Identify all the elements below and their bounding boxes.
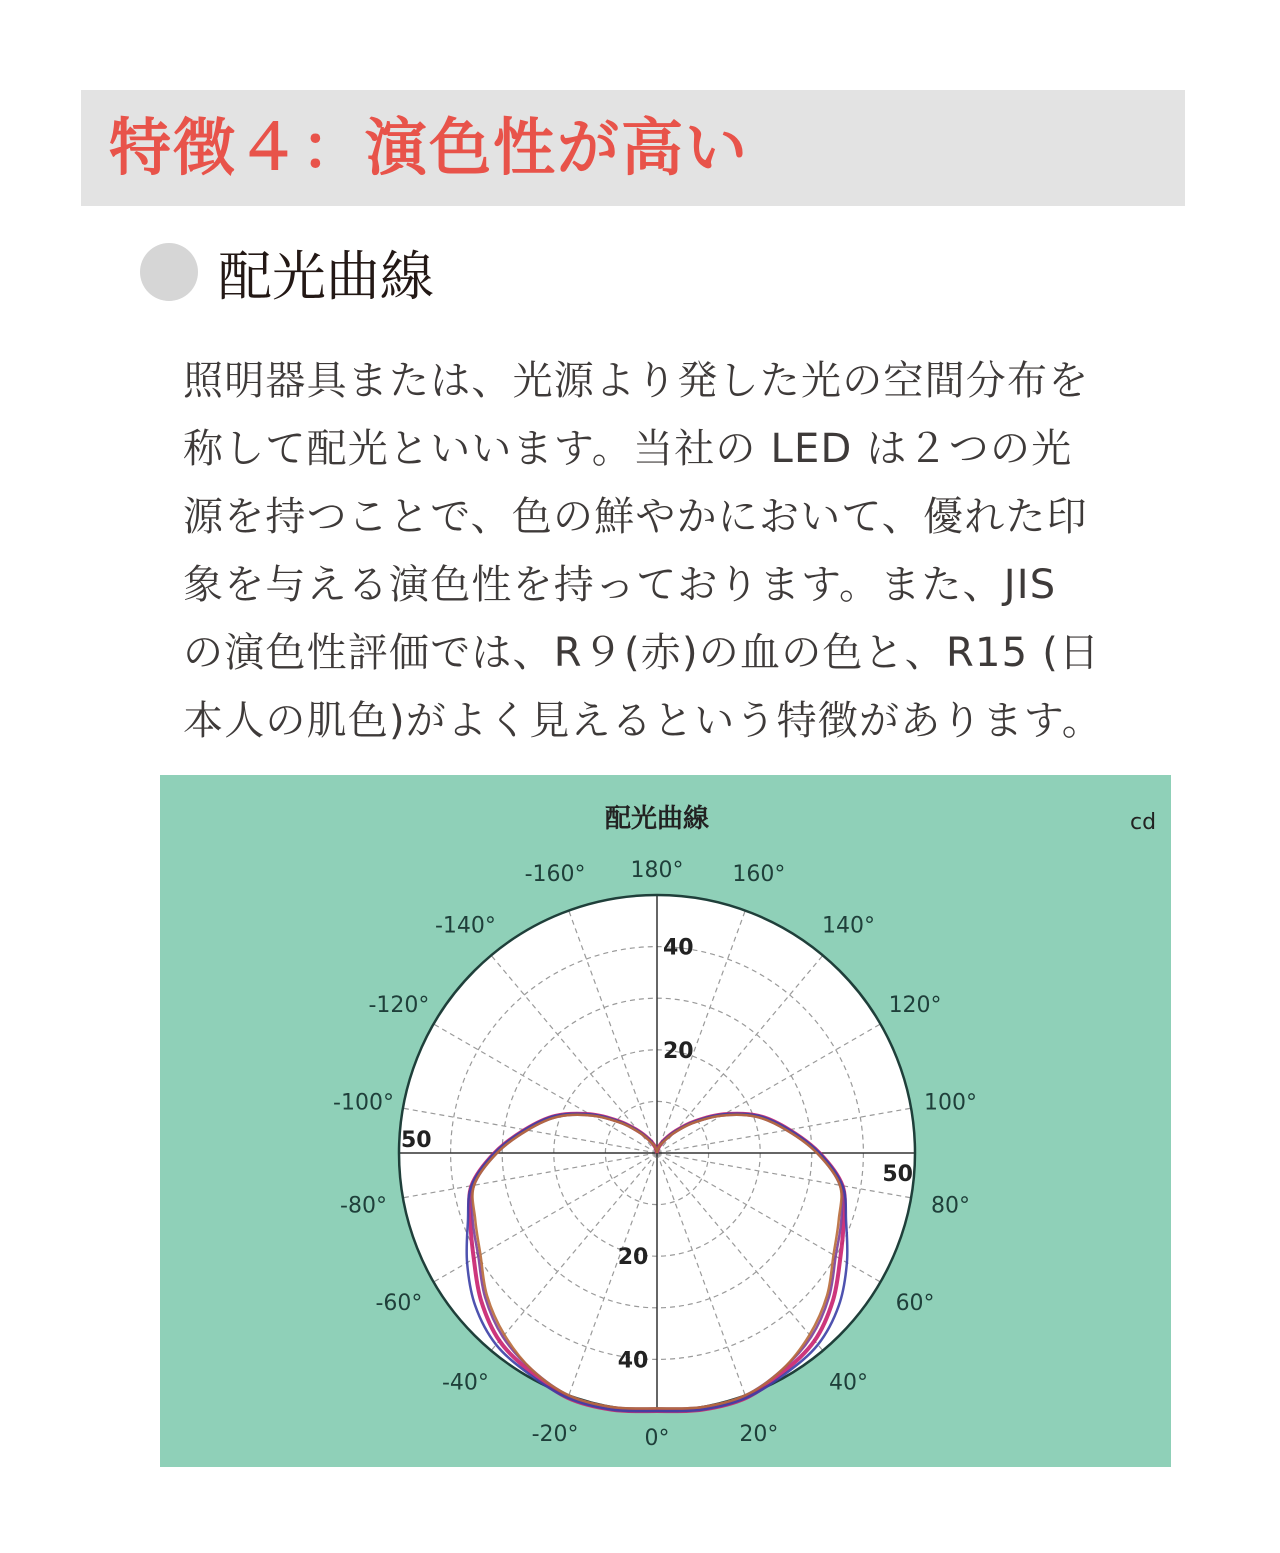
body-line: 源を持つことで、色の鮮やかにおいて、優れた印 bbox=[183, 494, 1088, 540]
body-line: 照明器具または、光源より発した光の空間分布を bbox=[183, 358, 1090, 404]
angle-tick-label: 40° bbox=[829, 1370, 869, 1396]
body-line: 称して配光といいます。当社の LED は２つの光 bbox=[183, 426, 1073, 472]
radial-value-label: 50 bbox=[401, 1128, 432, 1153]
bullet-dot-icon bbox=[140, 243, 198, 301]
angle-tick-label: -80° bbox=[340, 1193, 387, 1219]
angle-tick-label: -40° bbox=[441, 1370, 489, 1396]
angle-tick-label: -100° bbox=[333, 1090, 394, 1116]
radial-value-label: 40 bbox=[617, 1348, 649, 1374]
angle-tick-label: -60° bbox=[375, 1291, 423, 1316]
page-title: 特徴４：演色性が高い bbox=[109, 111, 750, 184]
angle-tick-label: 160° bbox=[732, 861, 786, 887]
angle-tick-label: -160° bbox=[524, 861, 586, 887]
angle-tick-label: 180° bbox=[630, 858, 684, 883]
radial-value-label: 40 bbox=[663, 935, 694, 961]
body-paragraph bbox=[183, 347, 1173, 755]
angle-tick-label: 20° bbox=[739, 1422, 779, 1448]
angle-tick-label: 80° bbox=[930, 1193, 970, 1219]
polar-chart-panel bbox=[160, 775, 1171, 1467]
polar-chart bbox=[160, 775, 1171, 1467]
section-heading bbox=[140, 240, 434, 308]
chart-unit-label: cd bbox=[1129, 810, 1157, 835]
body-line: の演色性評価では、R９(赤)の血の色と、R15 (日 bbox=[183, 630, 1101, 676]
angle-tick-label: -140° bbox=[434, 913, 496, 939]
angle-tick-label: -20° bbox=[531, 1422, 579, 1448]
radial-value-label: 20 bbox=[617, 1245, 649, 1271]
angle-tick-label: 60° bbox=[895, 1291, 935, 1316]
angle-tick-label: 0° bbox=[644, 1426, 670, 1451]
header-band bbox=[81, 90, 1185, 206]
chart-title: 配光曲線 bbox=[604, 804, 710, 834]
body-line: 本人の肌色)がよく見えるという特徴があります。 bbox=[183, 698, 1104, 744]
angle-tick-label: -120° bbox=[368, 993, 430, 1018]
angle-tick-label: 140° bbox=[822, 913, 876, 939]
radial-value-label: 20 bbox=[663, 1038, 694, 1064]
angle-tick-label: 100° bbox=[923, 1090, 977, 1116]
body-line: 象を与える演色性を持っております。また、JIS bbox=[183, 562, 1057, 608]
radial-value-label: 50 bbox=[882, 1162, 913, 1187]
section-title: 配光曲線 bbox=[218, 244, 434, 308]
angle-tick-label: 120° bbox=[888, 993, 942, 1018]
